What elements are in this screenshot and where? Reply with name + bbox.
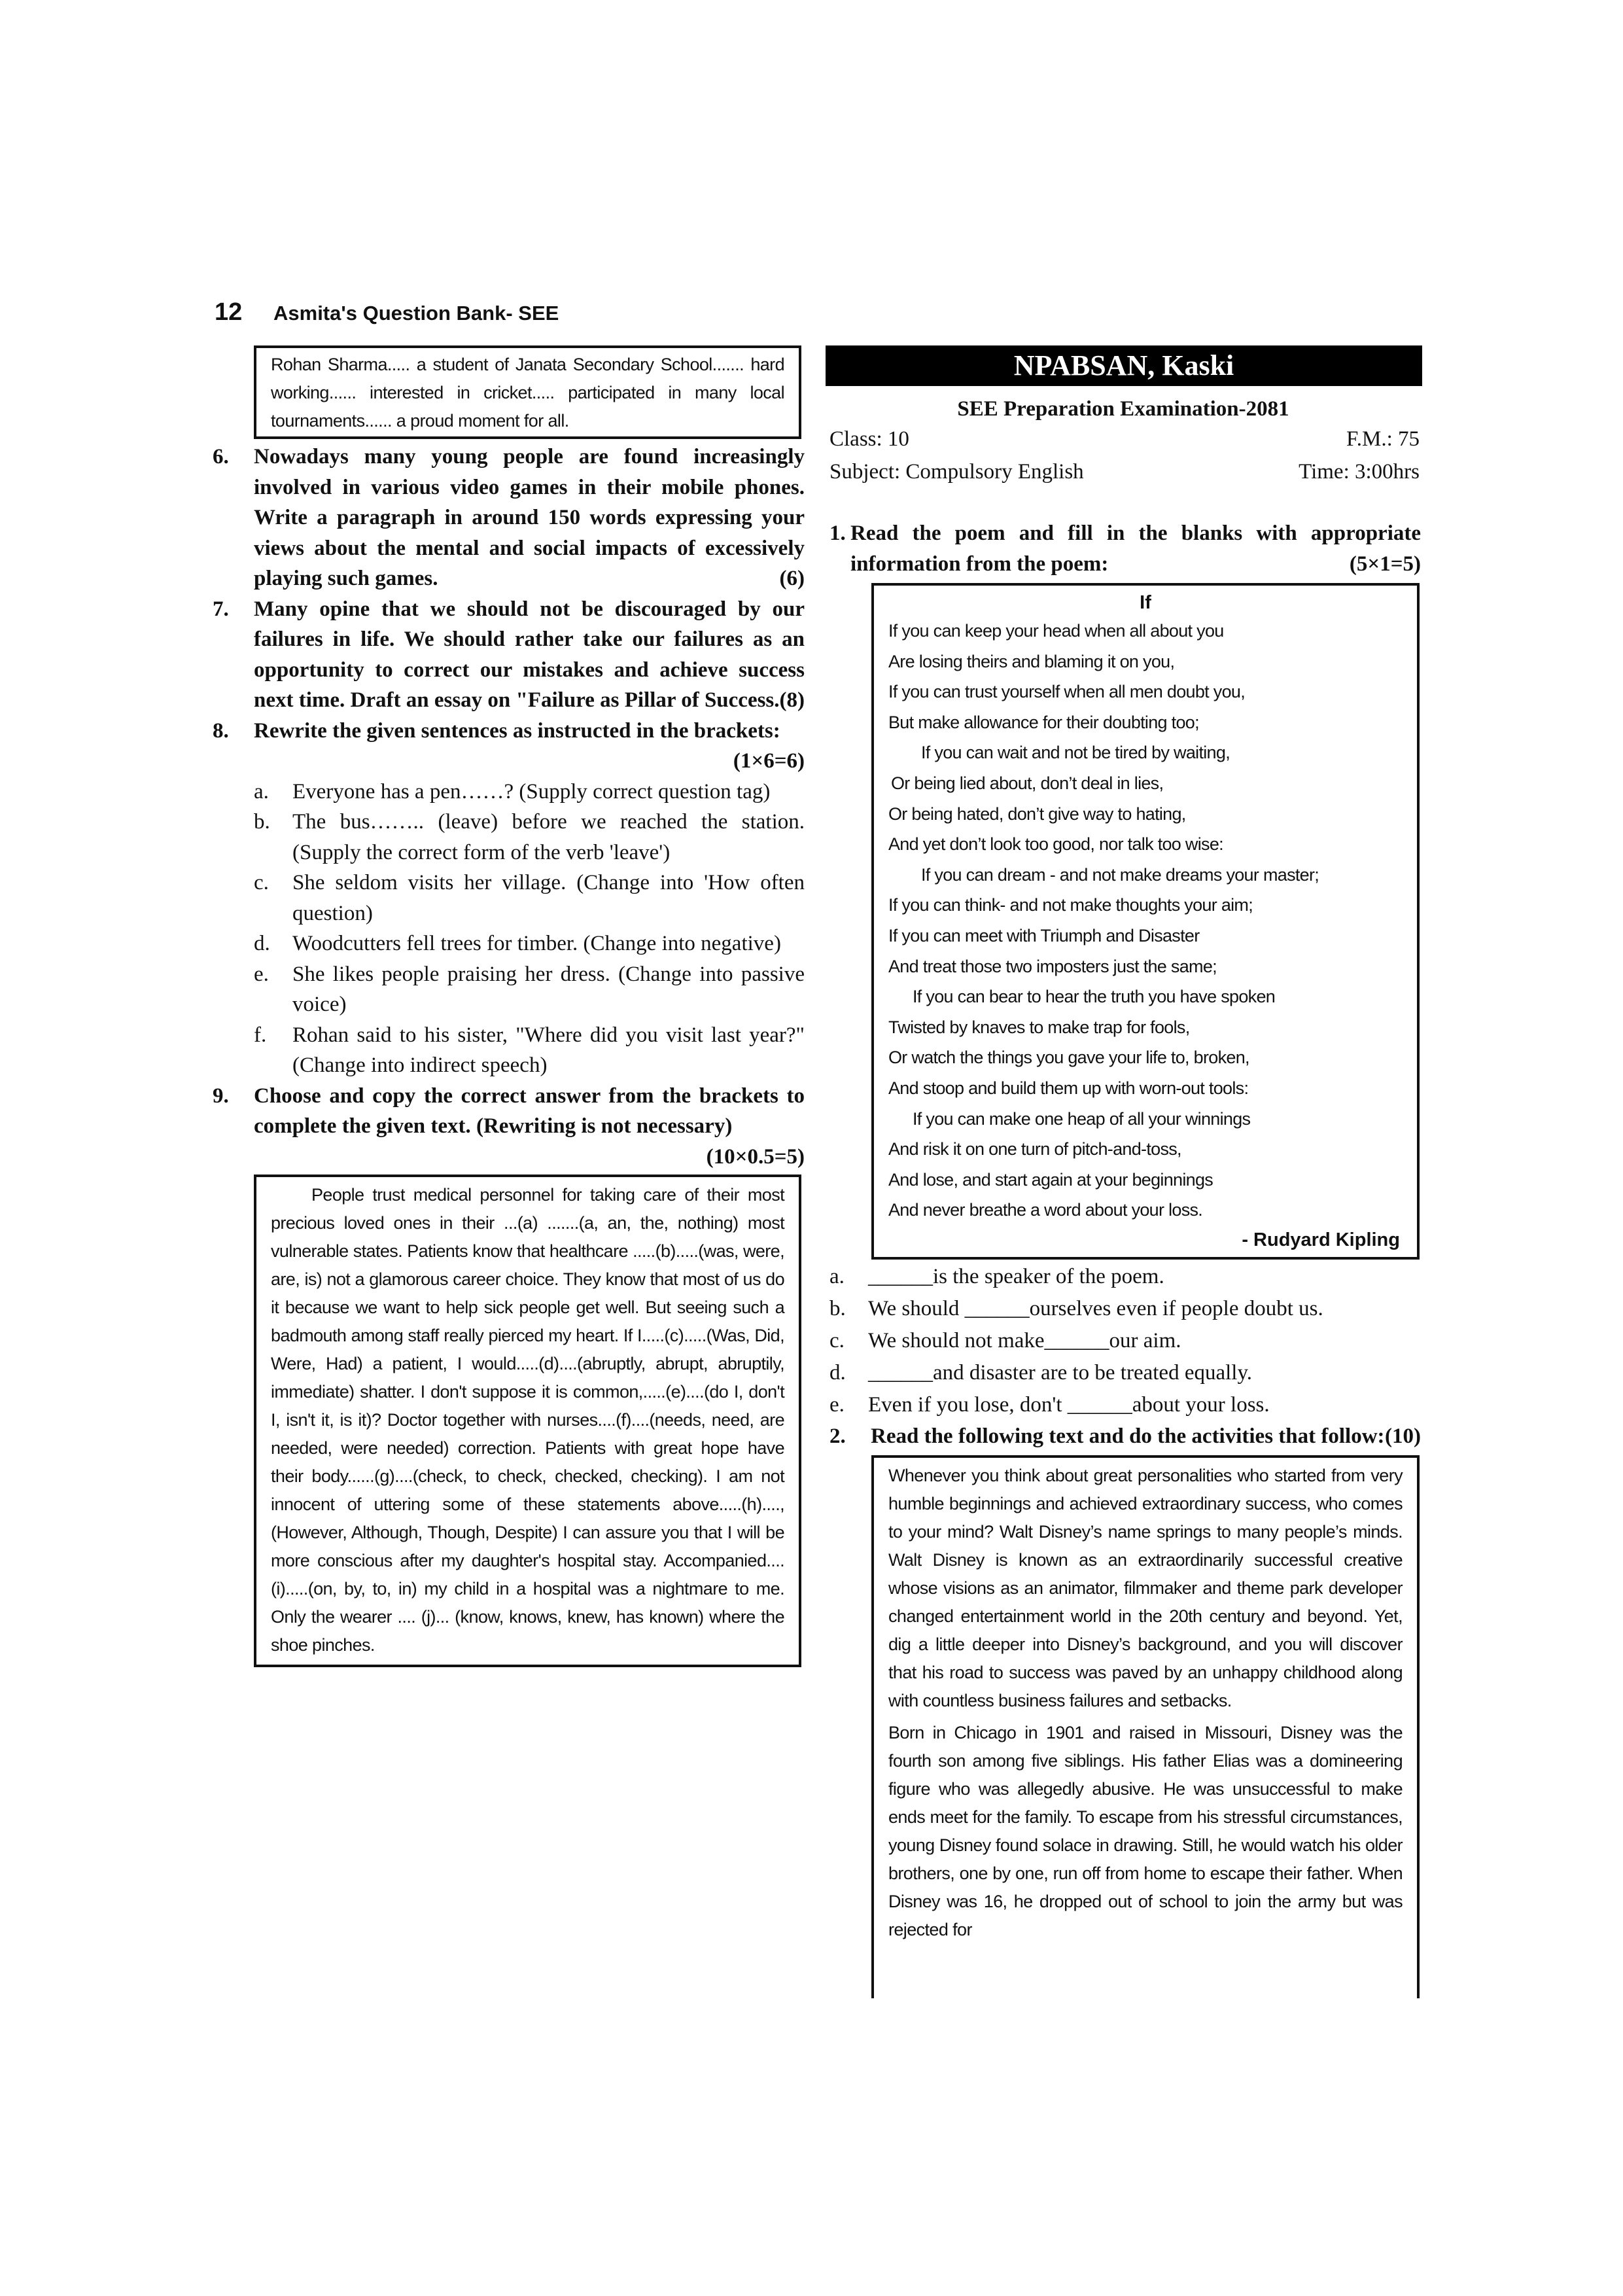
page-header (215, 298, 559, 327)
fill-blank-letter: a. (829, 1264, 845, 1288)
poem-line: And never breathe a word about your loss. (888, 1200, 1203, 1220)
poem-line: Or watch the things you gave your life to, broken, (888, 1048, 1249, 1068)
question-marks: (5×1=5) (1349, 552, 1421, 576)
fill-blank-letter: d. (829, 1360, 846, 1385)
reading-passage-box (871, 1455, 1420, 1998)
poem-line: If you can dream - and not make dreams your master; (921, 864, 1319, 885)
poem-line: And yet don’t look too good, nor talk too wise: (888, 834, 1223, 855)
sub-question-letter: d. (254, 932, 270, 955)
question-number: 6. (213, 445, 229, 468)
fill-blank-item (826, 1389, 1421, 1421)
poem-title: If (1140, 592, 1151, 613)
fill-blank-letter: b. (829, 1296, 846, 1320)
fill-blank-letter: e. (829, 1392, 845, 1417)
poem-box (871, 583, 1420, 1260)
question-marks: (10) (1385, 1424, 1421, 1448)
question-marks: (10×0.5=5) (706, 1144, 805, 1169)
poem-line: Twisted by knaves to make trap for fools, (888, 1017, 1190, 1037)
poem-author: - Rudyard Kipling (1242, 1229, 1400, 1250)
sub-question-letter: b. (254, 810, 270, 834)
cloze-passage: People trust medical personnel for taking care of their most precious loved ones in their ...(a) .......(a, an, the, nothing) most vulnerable states. Patients know that healthcare .....(b).....(was, were, are, is) not a glamorous career choice. They know that most of us do it because we want to help sick people get well. But seeing such a badmouth among staff really pierced my heart. If I.....(c).....(Was, Did, Were, Had) a patient, I would.....(d)....(abruptly, abrupt, abruptily, immediate) shatter. I don't suppose it is common,.....(e)....(do I, don't I, isn't it, is it)? Doctor together with nurses....(f)....(needs, need, are needed, were needed) correction. Patients with great hope have their body......(g)....(check, to check, checked, checking). I am not innocent of uttering some of these statements above.....(h)....,(However, Although, Though, Despite) I can assure you that I will be more conscious after my daughter's hospital stay. Accompanied....(i).....(on, by, to, in) my child in a hospital was a nightmare to me. Only the wearer .... (j)... (know, knows, knew, has known) where the shoe pinches. (271, 1185, 784, 1655)
poem-line: If you can trust yourself when all men doubt you, (888, 682, 1246, 702)
question-text (254, 594, 805, 716)
question-text (254, 1081, 805, 1173)
poem-line: If you can keep your head when all about you (888, 621, 1224, 641)
reading-paragraph: Whenever you think about great personalities who started from very humble beginnings and achieved extraordinary success, who comes to your mind? Walt Disney’s name springs to many people’s minds. Walt Disney is known as an extraordinarily successful creative whose visions as an animator, filmmaker and theme park developer changed entertainment world in the 20th century and beyond. Yet, dig a little deeper into Disney’s background, and you will discover that his road to success was paved by an unhappy childhood along with countless business failures and setbacks. (888, 1466, 1403, 1711)
question-prompt: Read the poem and fill in the blanks with appropriate information from the poem: (850, 521, 1421, 576)
poem-line: But make allowance for their doubting too; (888, 712, 1199, 732)
sub-question-letter: e. (254, 962, 269, 986)
outline-clue-box: Rohan Sharma..... a student of Janata Secondary School....... hard working...... interested in cricket..... participated in many local tournaments...... a proud moment for all. (254, 345, 801, 439)
sub-question-letter: a. (254, 779, 269, 804)
question-9 (213, 1081, 805, 1173)
question-number: 2. (829, 1424, 846, 1448)
fill-in-blanks-list (826, 1261, 1421, 1421)
poem-line: If you can wait and not be tired by waiting, (921, 743, 1230, 763)
fill-blank-text: ______is the speaker of the poem. (868, 1264, 1164, 1288)
question-number: 8. (213, 718, 229, 743)
class-label: Class: 10 (829, 427, 909, 451)
question-8 (213, 716, 805, 777)
poem-line: If you can meet with Triumph and Disaster (888, 925, 1200, 945)
sub-question-f (254, 1020, 805, 1081)
question-text (848, 518, 1421, 579)
question-number: 7. (213, 597, 229, 621)
left-column (213, 345, 805, 1667)
question-prompt: Read the following text and do the activities that follow: (871, 1424, 1385, 1448)
book-title: Asmita's Question Bank- SEE (273, 302, 559, 325)
fill-blank-text: Even if you lose, don't ______about your loss. (868, 1392, 1270, 1417)
sub-question-letter: c. (254, 871, 269, 894)
question-prompt: Nowadays many young people are found increasingly involved in various video games in their mobile phones. Write a paragraph in around 150 words expressing your views about the mental and social impacts of excessively playing such games. (254, 445, 805, 590)
fill-blank-text: ______and disaster are to be treated equally. (868, 1360, 1253, 1385)
full-marks: F.M.: 75 (1346, 427, 1420, 451)
fill-blank-letter: c. (829, 1328, 845, 1352)
sub-question-e (254, 959, 805, 1020)
poem-line: And lose, and start again at your beginnings (888, 1169, 1213, 1190)
exam-meta-row-2 (826, 455, 1421, 488)
question-marks: (8) (779, 688, 805, 712)
question-text (871, 1421, 1421, 1452)
sub-question-text: Woodcutters fell trees for timber. (Change into negative) (292, 932, 781, 955)
fill-blank-item (826, 1261, 1421, 1293)
sub-question-d (254, 928, 805, 959)
sub-question-b (254, 807, 805, 868)
sub-question-text: She likes people praising her dress. (Change into passive voice) (292, 962, 805, 1016)
question-7 (213, 594, 805, 716)
poem-line: If you can think- and not make thoughts your aim; (888, 895, 1253, 915)
question-text (254, 442, 805, 594)
question-6 (213, 442, 805, 594)
subject-label: Subject: Compulsory English (829, 460, 1084, 484)
right-column (826, 345, 1421, 1998)
exam-title: SEE Preparation Examination-2081 (957, 397, 1289, 421)
sub-question-a (254, 777, 805, 807)
question-2 (826, 1421, 1421, 1452)
page-number: 12 (215, 298, 243, 326)
exam-board-banner: NPABSAN, Kaski (826, 345, 1422, 386)
question-prompt: Many opine that we should not be discouraged by our failures in life. We should rather take our failures as an opportunity to correct our mistakes and achieve success next time. Draft an essay on "Failure as Pillar of Success. (254, 597, 805, 712)
question-1 (826, 518, 1421, 579)
sub-question-text: Rohan said to his sister, "Where did you visit last year?" (Change into indirect speech) (292, 1023, 805, 1077)
question-prompt: Choose and copy the correct answer from the brackets to complete the given text. (Rewriting is not necessary) (254, 1084, 805, 1138)
fill-blank-item (826, 1357, 1421, 1389)
question-marks: (6) (779, 567, 805, 590)
fill-blank-text: We should not make______our aim. (868, 1328, 1181, 1352)
sub-question-letter: f. (254, 1023, 267, 1047)
sub-question-text: Everyone has a pen……? (Supply correct question tag) (292, 779, 771, 804)
poem-line: Or being lied about, don’t deal in lies, (891, 773, 1164, 793)
cloze-passage-box (254, 1174, 801, 1667)
sub-question-text: She seldom visits her village. (Change into 'How often question) (292, 871, 805, 925)
fill-blank-item (826, 1325, 1421, 1357)
question-number: 9. (213, 1084, 229, 1108)
question-number: 1. (829, 521, 846, 545)
sub-question-c (254, 868, 805, 928)
exam-meta-row-1 (826, 423, 1421, 455)
question-text (254, 716, 805, 777)
sub-question-text: The bus…….. (leave) before we reached the station. (Supply the correct form of the verb 'leave') (292, 810, 805, 864)
fill-blank-text: We should ______ourselves even if people doubt us. (868, 1296, 1323, 1320)
poem-line: Or being hated, don’t give way to hating, (888, 804, 1186, 824)
poem-line: Are losing theirs and blaming it on you, (888, 651, 1175, 671)
poem-line: If you can bear to hear the truth you have spoken (913, 987, 1276, 1007)
poem-line: If you can make one heap of all your winnings (913, 1108, 1251, 1129)
time-label: Time: 3:00hrs (1299, 460, 1420, 484)
poem-line: And treat those two imposters just the same; (888, 956, 1217, 976)
question-prompt: Rewrite the given sentences as instructed in the brackets: (254, 718, 780, 743)
question-marks: (1×6=6) (733, 749, 805, 773)
reading-paragraph: Born in Chicago in 1901 and raised in Missouri, Disney was the fourth son among five siblings. His father Elias was a domineering figure who was allegedly abusive. He was unsuccessful to make ends meet for the family. To escape from his stressful circumstances, young Disney found solace in drawing. Still, he would watch his older brothers, one by one, run off from home to escape their father. When Disney was 16, he dropped out of school to join the army but was rejected for (888, 1723, 1403, 1940)
fill-blank-item (826, 1293, 1421, 1325)
poem-line: And stoop and build them up with worn-out tools: (888, 1078, 1249, 1098)
poem-line: And risk it on one turn of pitch-and-toss, (888, 1139, 1181, 1159)
